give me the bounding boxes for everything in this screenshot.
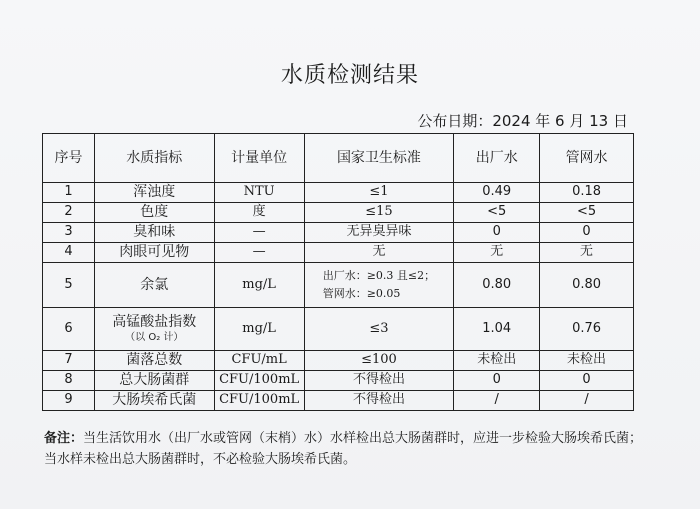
- remarks: [44, 428, 644, 470]
- header-factory: 出厂水: [454, 134, 540, 183]
- row-unit: CFU/100mL: [214, 391, 304, 411]
- row-no: 4: [43, 243, 95, 263]
- row-no: 6: [43, 308, 95, 351]
- row-no: 3: [43, 223, 95, 243]
- table-row: [43, 223, 634, 243]
- row-standard: ≤100: [304, 351, 454, 371]
- row-factory: 1.04: [454, 308, 540, 351]
- row-unit: mg/L: [214, 308, 304, 351]
- row-network: /: [540, 391, 634, 411]
- table-row: [43, 371, 634, 391]
- row-no: 2: [43, 203, 95, 223]
- row-network: 0.18: [540, 183, 634, 203]
- row-indicator: 浑浊度: [94, 183, 214, 203]
- table-row: [43, 351, 634, 371]
- row-standard: ≤15: [304, 203, 454, 223]
- table-row: [43, 203, 634, 223]
- table-row: [43, 183, 634, 203]
- row-network: 0: [540, 223, 634, 243]
- row-factory: 未检出: [454, 351, 540, 371]
- row-indicator: 菌落总数: [94, 351, 214, 371]
- row-unit: mg/L: [214, 263, 304, 308]
- row-network: 无: [540, 243, 634, 263]
- row-factory: 0: [454, 223, 540, 243]
- publish-date: 公布日期：2024 年 6 月 13 日: [417, 112, 628, 130]
- table-row: [43, 243, 634, 263]
- row-unit: NTU: [214, 183, 304, 203]
- row-factory: 0: [454, 371, 540, 391]
- row-indicator: 大肠埃希氏菌: [94, 391, 214, 411]
- header-network: 管网水: [540, 134, 634, 183]
- row-factory: 无: [454, 243, 540, 263]
- row-indicator: 臭和味: [94, 223, 214, 243]
- row-network: <5: [540, 203, 634, 223]
- indicator-label: 高锰酸盐指数: [112, 314, 197, 331]
- table-row: [43, 391, 634, 411]
- row-unit: 度: [214, 203, 304, 223]
- row-standard: 无异臭异味: [304, 223, 454, 243]
- header-standard: 国家卫生标准: [304, 134, 454, 183]
- row-no: 9: [43, 391, 95, 411]
- table-row: [43, 308, 634, 351]
- table-row: [43, 263, 634, 308]
- row-factory: /: [454, 391, 540, 411]
- row-indicator: 肉眼可见物: [94, 243, 214, 263]
- row-factory: 0.49: [454, 183, 540, 203]
- row-network: 0: [540, 371, 634, 391]
- row-standard: [304, 263, 454, 308]
- remarks-label: 备注：: [44, 431, 84, 446]
- row-unit: —: [214, 243, 304, 263]
- row-standard: ≤1: [304, 183, 454, 203]
- header-indicator: 水质指标: [94, 134, 214, 183]
- row-no: 8: [43, 371, 95, 391]
- indicator-note: （以 O₂ 计）: [125, 332, 184, 344]
- row-unit: CFU/mL: [214, 351, 304, 371]
- row-no: 7: [43, 351, 95, 371]
- row-unit: —: [214, 223, 304, 243]
- row-unit: CFU/100mL: [214, 371, 304, 391]
- table-header-row: [43, 134, 634, 183]
- standard-line-network: 管网水：≥0.05: [322, 287, 401, 300]
- row-indicator: 色度: [94, 203, 214, 223]
- row-indicator: 余氯: [94, 263, 214, 308]
- row-no: 5: [43, 263, 95, 308]
- row-network: 0.80: [540, 263, 634, 308]
- row-indicator: [94, 308, 214, 351]
- header-unit: 计量单位: [214, 134, 304, 183]
- header-no: 序号: [43, 134, 95, 183]
- row-standard: 无: [304, 243, 454, 263]
- row-network: 未检出: [540, 351, 634, 371]
- remarks-text: 当生活饮用水（出厂水或管网（末梢）水）水样检出总大肠菌群时，应进一步检验大肠埃希氏菌；当水样未检出总大肠菌群时，不必检验大肠埃希氏菌。: [44, 431, 643, 467]
- row-standard: ≤3: [304, 308, 454, 351]
- row-factory: 0.80: [454, 263, 540, 308]
- row-standard: 不得检出: [304, 371, 454, 391]
- row-no: 1: [43, 183, 95, 203]
- row-standard: 不得检出: [304, 391, 454, 411]
- results-table: [42, 133, 634, 411]
- standard-line-factory: 出厂水：≥0.3 且≤2；: [322, 269, 436, 283]
- row-indicator: 总大肠菌群: [94, 371, 214, 391]
- page-title: 水质检测结果: [280, 63, 419, 88]
- row-network: 0.76: [540, 308, 634, 351]
- row-factory: <5: [454, 203, 540, 223]
